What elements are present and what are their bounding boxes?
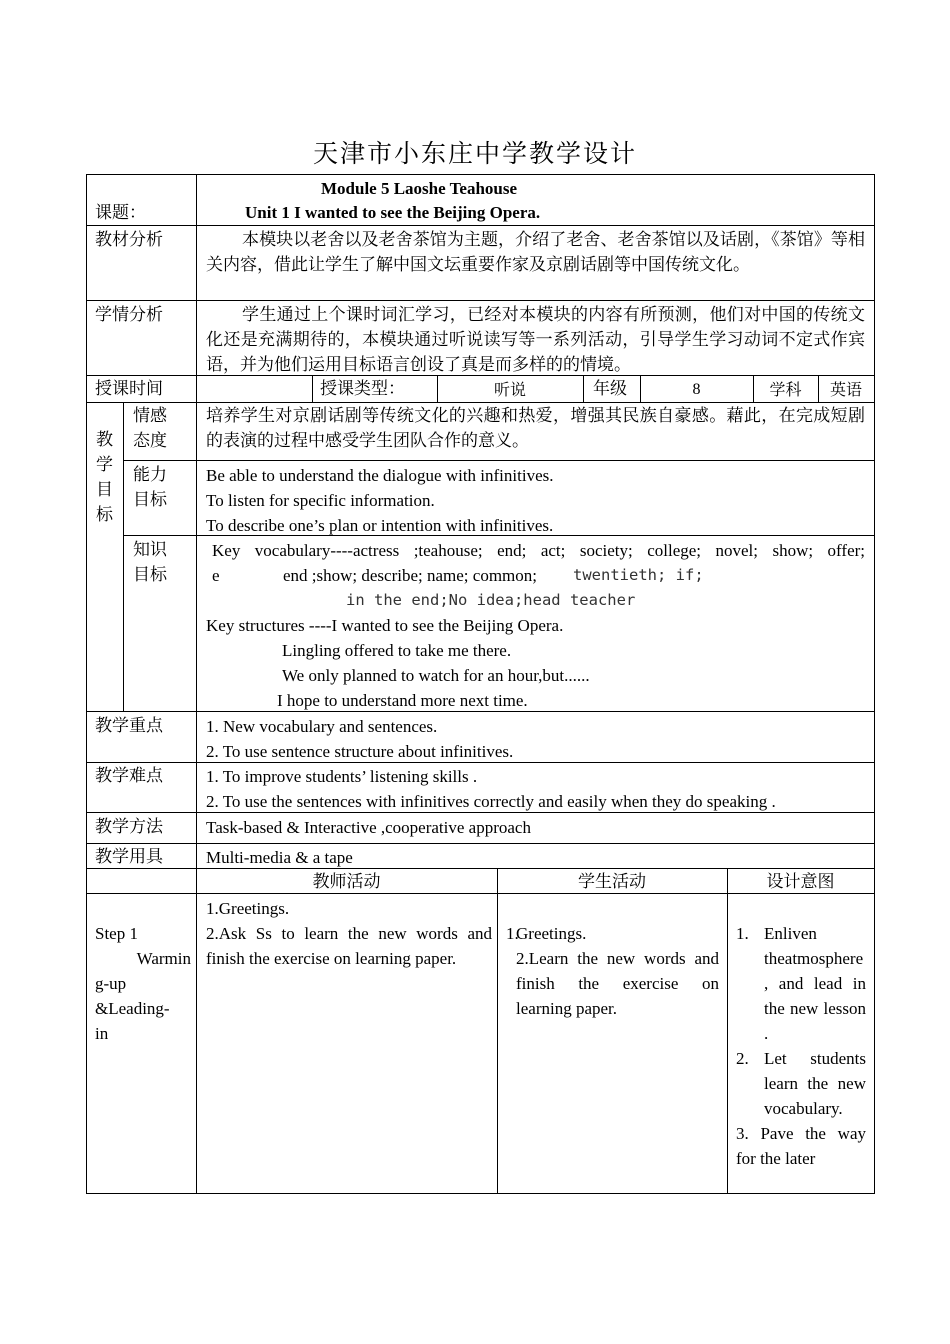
methods-text: Task-based & Interactive ,cooperative approach bbox=[206, 818, 531, 837]
student-activity-item: 2.Learn the new words and finish the exercise on learning paper. bbox=[516, 949, 719, 1018]
vocab-line-2c: twentieth; if; bbox=[573, 566, 704, 584]
material-analysis-label: 教材分析 bbox=[95, 230, 163, 250]
unit-title: Unit 1 I wanted to see the Beijing Opera. bbox=[245, 203, 541, 222]
emotion-label: 情感 态度 bbox=[133, 406, 167, 451]
student-analysis-text: 学生通过上个课时词汇学习，已经对本模块的内容有所预测，他们对中国的传统文化还是充满期待的，本模块通过听说读写等一系列活动，引导学生学习动词不定式作宾语，并为他们运用目标语言创设了真是而多样的的情境。 bbox=[206, 305, 865, 375]
material-analysis-text: 本模块以老舍以及老舍茶馆为主题，介绍了老舍、老舍茶馆以及话剧，《茶馆》等相关内容，借此让学生了解中国文坛重要作家及京剧话剧等中国传统文化。 bbox=[206, 230, 865, 275]
grade-label: 年级 bbox=[593, 379, 627, 399]
design-intent-item: 2. Let students learn the new vocabulary. bbox=[736, 1049, 866, 1118]
methods-label: 教学方法 bbox=[95, 817, 163, 837]
step-1-design-intent: 1. Enliven theatmosphere , and lead in the new lesson . 2. Let students learn the new vocabulary. 3. Pave the way for the later bbox=[736, 921, 866, 1171]
key-points-text: 1. New vocabulary and sentences. 2. To use sentence structure about infinitives. bbox=[206, 717, 514, 761]
student-analysis-label: 学情分析 bbox=[95, 305, 163, 325]
vocab-line-3: in the end;No idea;head teacher bbox=[346, 591, 636, 609]
step-1-student-activity bbox=[506, 921, 719, 1021]
design-intent-item: 1. Enliven theatmosphere , and lead in the new lesson . bbox=[736, 924, 866, 1043]
structure-2: We only planned to watch for an hour,but...... bbox=[282, 666, 590, 685]
teacher-activity-header: 教师活动 bbox=[312, 872, 381, 892]
design-intent-header: 设计意图 bbox=[766, 872, 835, 892]
page-title: 天津市小东庄中学教学设计 bbox=[312, 139, 637, 168]
vocab-line-1: Key vocabulary----actress ;teahouse; end; act; society; college; novel; show; offer; bbox=[212, 541, 865, 560]
difficulties-label: 教学难点 bbox=[95, 766, 163, 786]
difficulties-text: 1. To improve students’ listening skills . 2. To use the sentences with infinitives correctly and easily when they do speaking . bbox=[206, 767, 776, 811]
step-1-label: Step 1 Warmin g-up &Leading- in bbox=[95, 924, 191, 1043]
tools-label: 教学用具 bbox=[95, 847, 163, 867]
student-activity-header: 学生活动 bbox=[578, 872, 646, 892]
lesson-type-value: 听说 bbox=[493, 380, 526, 399]
vocab-line-2b: end ;show; describe; name; common; bbox=[283, 566, 537, 585]
tools-text: Multi-media & a tape bbox=[206, 848, 353, 867]
ability-label: 能力 目标 bbox=[133, 465, 167, 510]
vocab-line-2a: e bbox=[212, 566, 220, 585]
subject-value: 英语 bbox=[829, 380, 862, 399]
topic-label: 课题： bbox=[95, 203, 146, 223]
lesson-time-label: 授课时间 bbox=[95, 379, 163, 399]
knowledge-label: 知识 目标 bbox=[133, 540, 167, 585]
structure-1: Lingling offered to take me there. bbox=[282, 641, 512, 660]
subject-label: 学科 bbox=[769, 380, 802, 399]
objectives-label: 教 学 目 标 bbox=[96, 430, 113, 525]
ability-text: Be able to understand the dialogue with infinitives. To listen for specific information. To describe one’s plan or intention with infinitives. bbox=[206, 466, 554, 535]
grade-value: 8 bbox=[692, 381, 701, 398]
structures-label: Key structures ----I wanted to see the Beijing Opera. bbox=[206, 616, 564, 635]
module-title: Module 5 Laoshe Teahouse bbox=[321, 179, 518, 198]
emotion-text: 培养学生对京剧话剧等传统文化的兴趣和热爱，增强其民族自豪感。藉此，在完成短剧的表演的过程中感受学生团队合作的意义。 bbox=[206, 406, 865, 451]
key-points-label: 教学重点 bbox=[95, 716, 163, 736]
student-activity-item: 1. Greetings. bbox=[506, 924, 587, 943]
step-1-teacher-activity: 1.Greetings. 2.Ask Ss to learn the new words and finish the exercise on learning paper. bbox=[206, 899, 492, 968]
structure-3: I hope to understand more next time. bbox=[277, 691, 528, 710]
lesson-type-label: 授课类型： bbox=[320, 379, 405, 399]
